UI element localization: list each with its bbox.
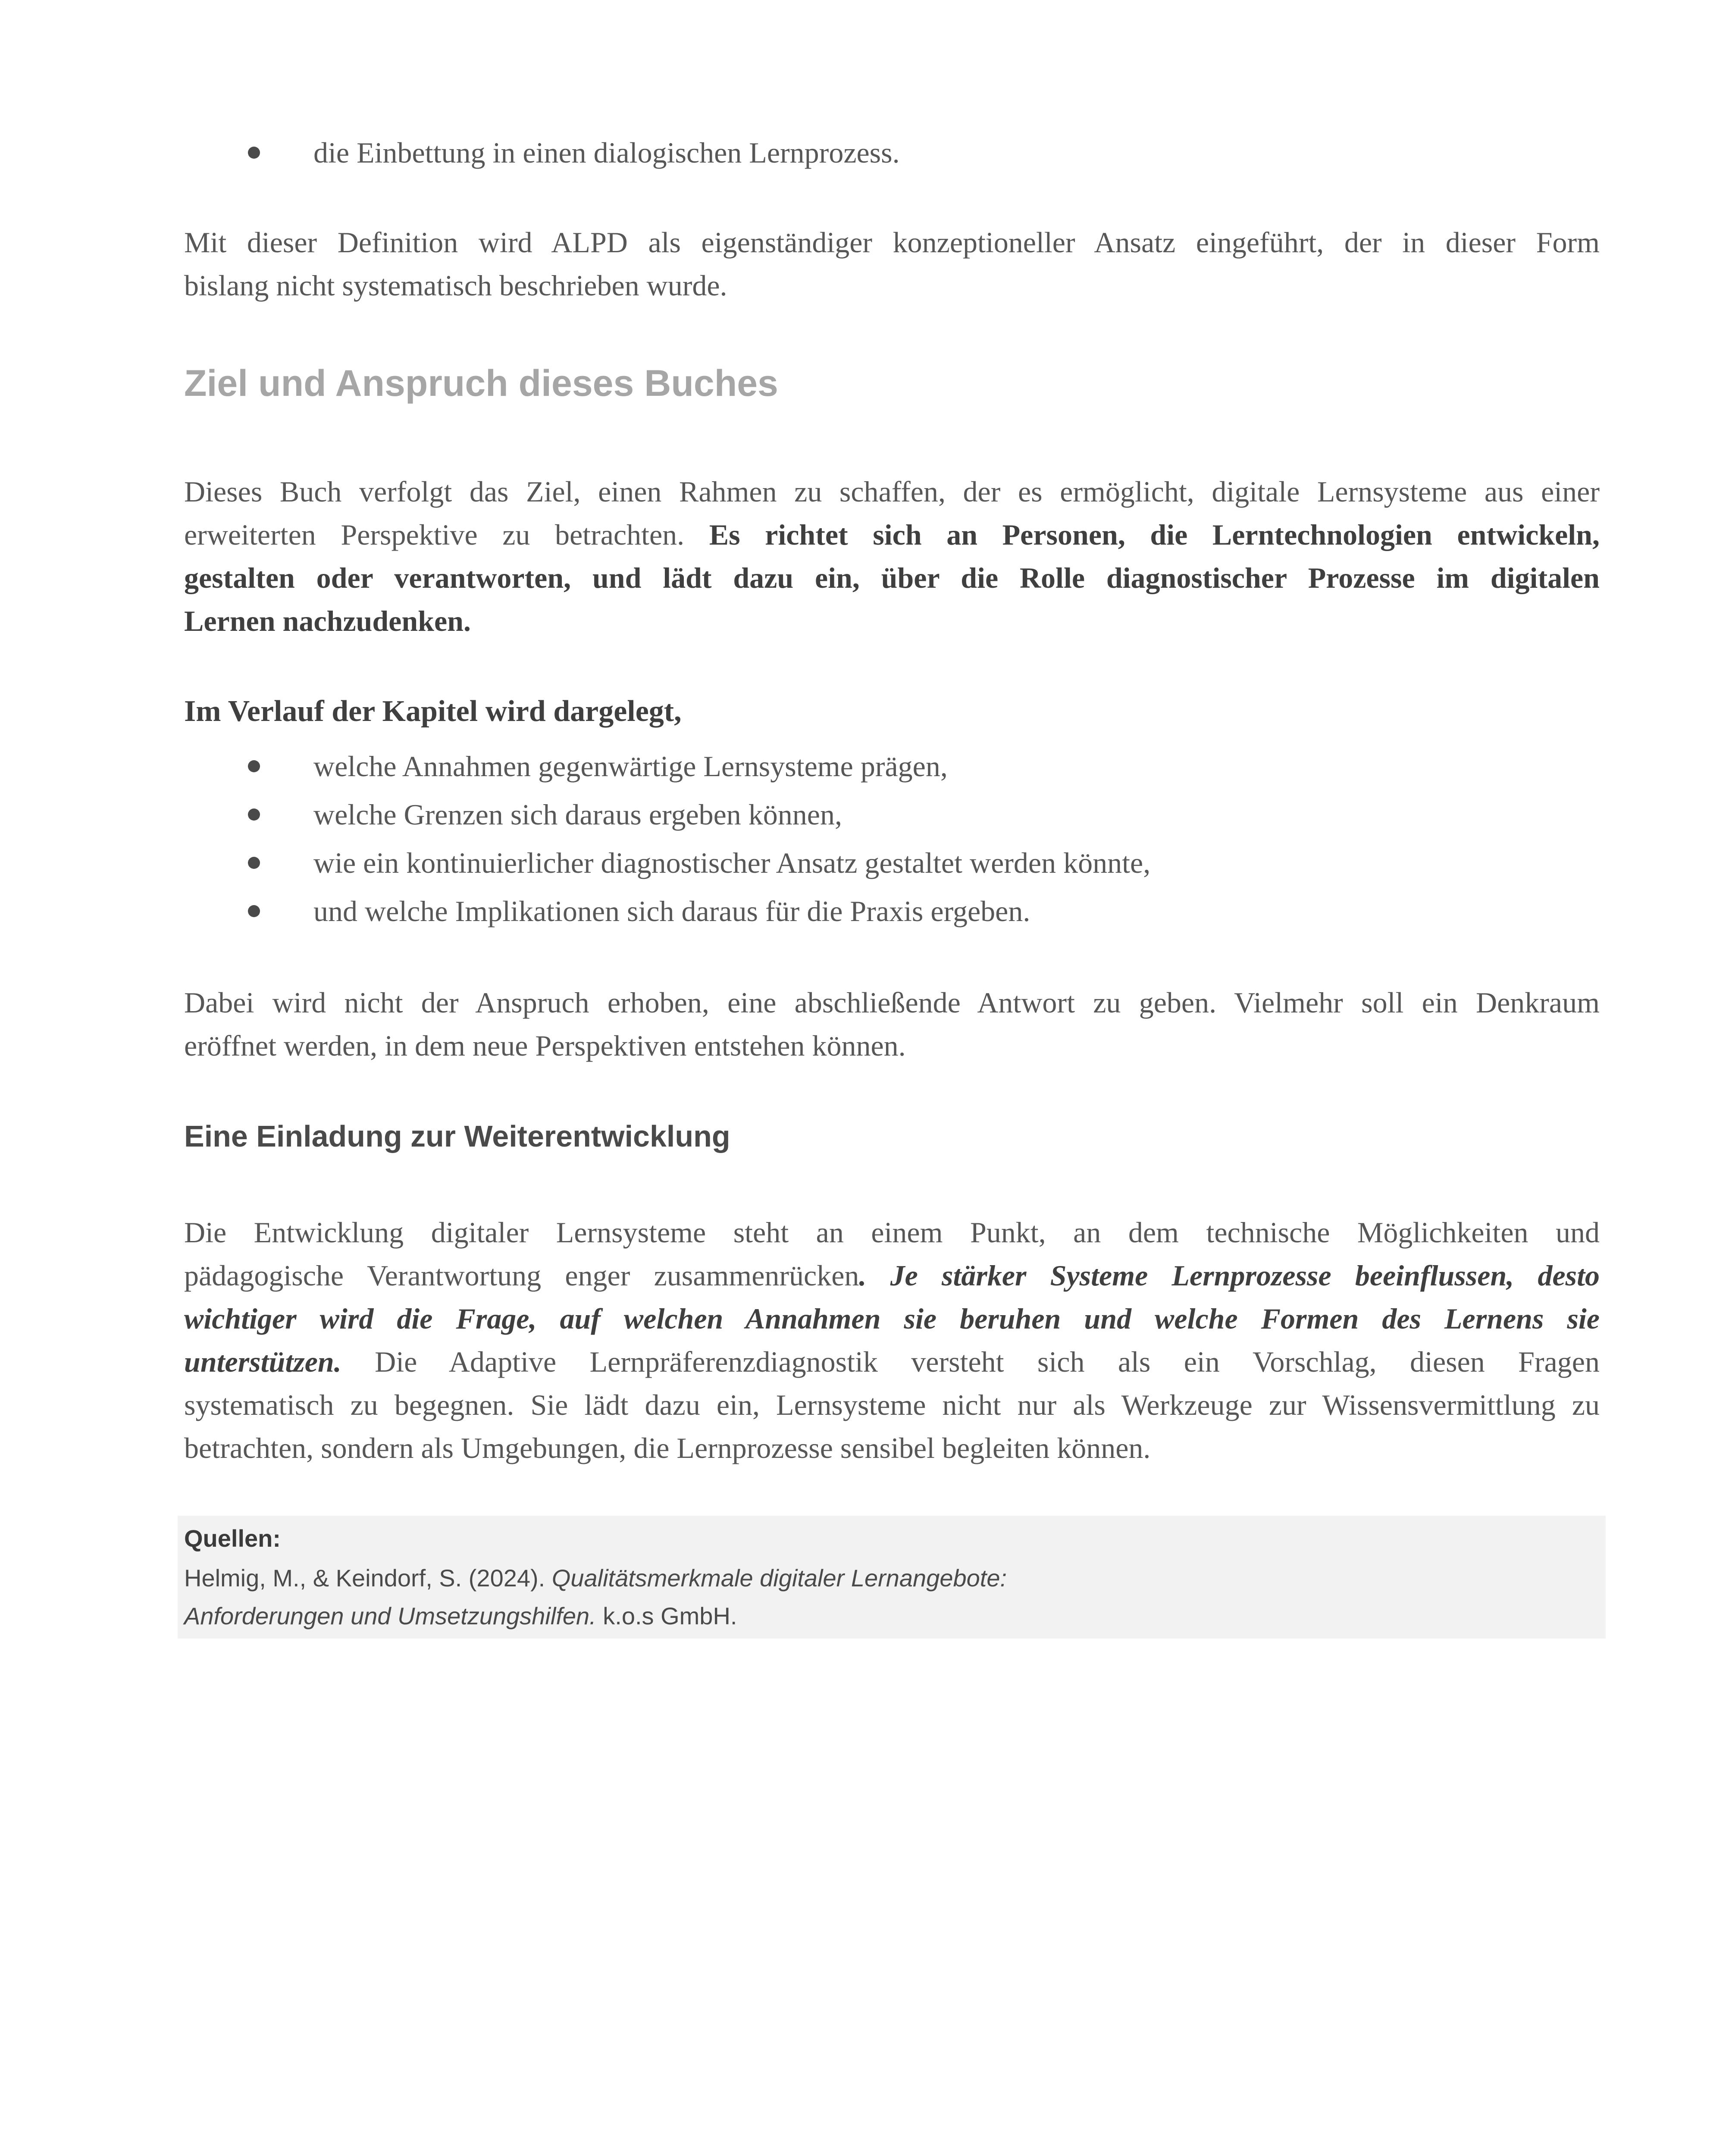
sources-box [178,1516,1606,1639]
text-run: erweiterten Perspektive zu betrachten. [184,518,709,551]
bullet-icon [248,905,260,917]
paragraph-line [184,599,1600,642]
paragraph-line: Dabei wird nicht der Anspruch erhoben, eine abschließende Antwort zu geben. Vielmehr soll ein Denkraum [184,986,1600,1019]
paragraph-line [184,1254,1600,1297]
list-item-text: und welche Implikationen sich daraus für die Praxis ergeben. [313,895,1030,928]
bullet-icon [248,808,260,821]
list-item-text: welche Grenzen sich daraus ergeben können, [313,798,842,831]
text-run: pädagogische Verantwortung enger zusammenrücken [184,1259,859,1292]
paragraph-line [184,1340,1600,1383]
section-heading: Ziel und Anspruch dieses Buches [184,363,778,404]
italic-text: Qualitätsmerkmale digitaler Lernangebote: [551,1564,1007,1592]
citation-line [184,1564,1007,1592]
paragraph-line: systematisch zu begegnen. Sie lädt dazu ein, Lernsysteme nicht nur als Werkzeuge zur Wissensvermittlung zu [184,1388,1600,1421]
subsection-heading: Eine Einladung zur Weiterentwicklung [184,1119,730,1153]
paragraph-line [184,556,1600,599]
invitation-paragraph [184,1211,1600,1470]
paragraph-line: Die Entwicklung digitaler Lernsysteme steht an einem Punkt, an dem technische Möglichkeiten und [184,1216,1600,1249]
bullet-icon [248,147,260,159]
intro-paragraph [184,221,1600,307]
citation-line [184,1602,737,1630]
paragraph-line [184,1297,1600,1340]
list-item-text: welche Annahmen gegenwärtige Lernsysteme prägen, [313,750,948,783]
bold-text: Lernen nachzudenken. [184,605,471,637]
sources-title: Quellen: [184,1525,281,1552]
claim-paragraph [184,981,1600,1067]
paragraph-line [184,513,1600,556]
bullet-icon [248,760,260,772]
aim-paragraph [184,470,1600,642]
paragraph-line: Mit dieser Definition wird ALPD als eigenständiger konzeptioneller Ansatz eingeführt, der in dieser Form [184,226,1600,259]
text-run: Helmig, M., & Keindorf, S. (2024). [184,1564,552,1592]
bold-italic-text: unterstützen. [184,1345,341,1378]
italic-text: Anforderungen und Umsetzungshilfen. [184,1602,596,1630]
text-run: Die Adaptive Lernpräferenzdiagnostik versteht sich als ein Vorschlag, diesen Fragen [341,1345,1600,1378]
chapters-lead: Im Verlauf der Kapitel wird dargelegt, [184,695,682,728]
list-item-text: wie ein kontinuierlicher diagnostischer Ansatz gestaltet werden könnte, [313,846,1151,879]
bullet-icon [248,857,260,869]
paragraph-line: Dieses Buch verfolgt das Ziel, einen Rahmen zu schaffen, der es ermöglicht, digitale Lernsysteme aus einer [184,475,1600,508]
bold-text: Es richtet sich an Personen, die Lerntechnologien entwickeln, [709,518,1600,551]
paragraph-line: eröffnet werden, in dem neue Perspektiven entstehen können. [184,1029,906,1062]
bold-italic-text: . Je stärker Systeme Lernprozesse beeinflussen, desto [859,1259,1600,1292]
text-run: k.o.s GmbH. [596,1602,737,1630]
paragraph-line: bislang nicht systematisch beschrieben wurde. [184,269,727,302]
bold-italic-text: wichtiger wird die Frage, auf welchen Annahmen sie beruhen und welche Formen des Lernens sie [184,1302,1600,1335]
list-item-text: die Einbettung in einen dialogischen Lernprozess. [313,136,900,169]
bold-text: gestalten oder verantworten, und lädt dazu ein, über die Rolle diagnostischer Prozesse im digitalen [184,561,1600,594]
paragraph-line: betrachten, sondern als Umgebungen, die Lernprozesse sensibel begleiten können. [184,1432,1151,1464]
